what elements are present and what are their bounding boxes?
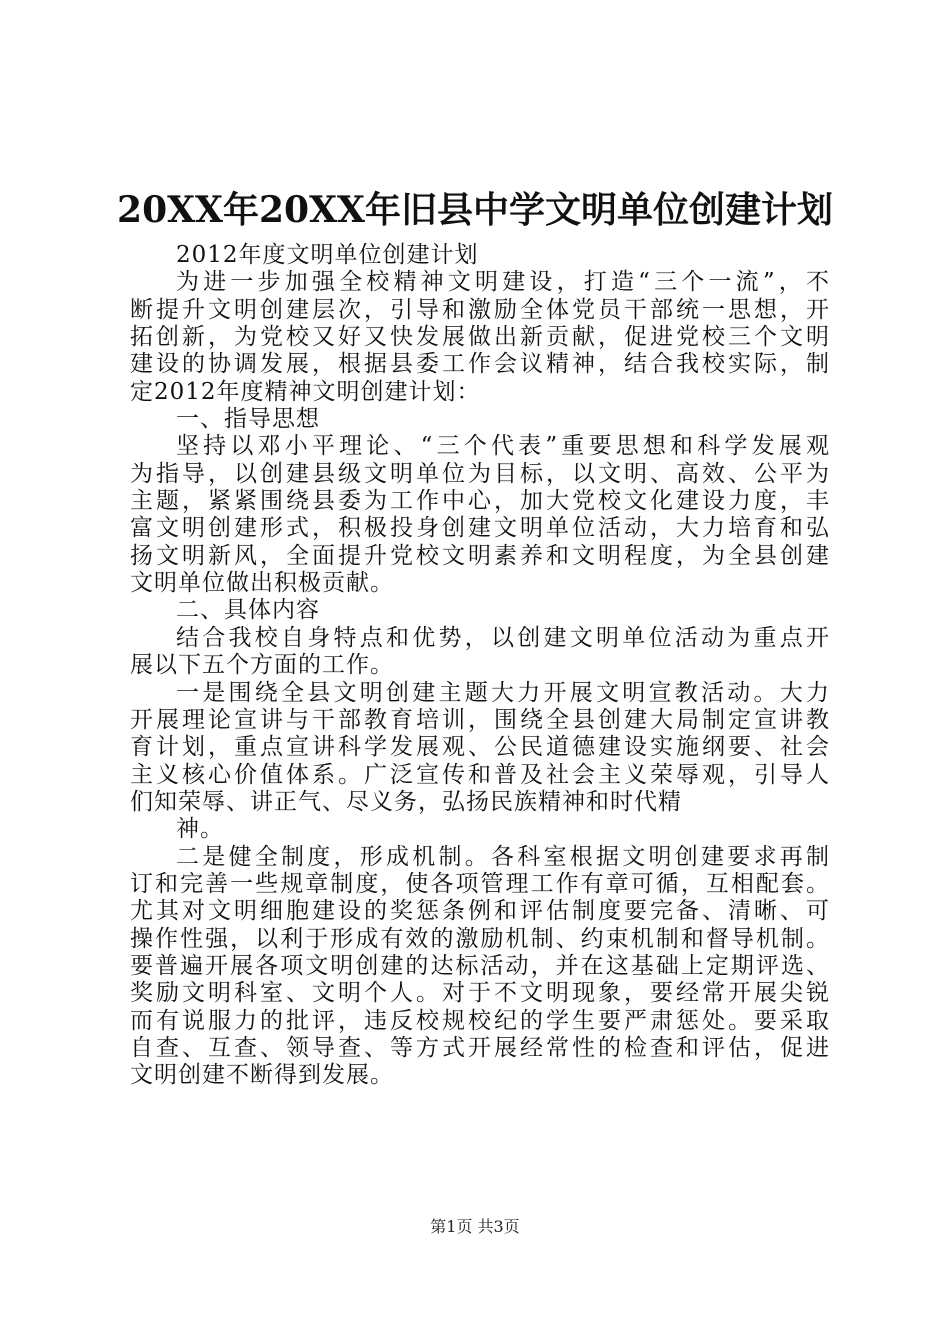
- paragraph-line: 尤其对文明细胞建设的奖惩条例和评估制度要完备、清晰、可: [130, 898, 830, 925]
- paragraph-line: 们知荣辱、讲正气、尽义务，弘扬民族精神和时代精: [130, 788, 682, 815]
- paragraph-line: 文明单位做出积极贡献。: [130, 570, 394, 597]
- paragraph-line: 神。: [176, 816, 224, 843]
- paragraph-line: 为进一步加强全校精神文明建设，打造“三个一流”，不: [176, 269, 830, 296]
- paragraph-line: 奖励文明科室、文明个人。对于不文明现象，要经常开展尖锐: [130, 980, 830, 1007]
- section-heading: 二、具体内容: [176, 597, 320, 624]
- paragraph-line: 主义核心价值体系。广泛宣传和普及社会主义荣辱观，引导人: [130, 761, 830, 788]
- paragraph-line: 而有说服力的批评，违反校规校纪的学生要严肃惩处。要采取: [130, 1007, 830, 1034]
- paragraph-line: 开展理论宣讲与干部教育培训，围绕全县创建大局制定宣讲教: [130, 706, 830, 733]
- paragraph-line: 拓创新，为党校又好又快发展做出新贡献，促进党校三个文明: [130, 324, 830, 351]
- paragraph-line: 定2012年度精神文明创建计划：: [130, 378, 481, 405]
- page-footer: 第1页 共3页: [430, 1217, 520, 1236]
- paragraph-line: 一是围绕全县文明创建主题大力开展文明宣教活动。大力: [176, 679, 830, 706]
- paragraph-line: 操作性强，以利于形成有效的激励机制、约束机制和督导机制。: [130, 925, 830, 952]
- section-heading: 一、指导思想: [176, 406, 320, 433]
- paragraph-line: 育计划，重点宣讲科学发展观、公民道德建设实施纲要、社会: [130, 734, 830, 761]
- paragraph-line: 为指导，以创建县级文明单位为目标，以文明、高效、公平为: [130, 460, 830, 487]
- document-body: [130, 242, 830, 1090]
- document-title: 20XX年20XX年旧县中学文明单位创建计划: [117, 189, 833, 231]
- paragraph-line: 要普遍开展各项文明创建的达标活动，并在这基础上定期评选、: [130, 952, 830, 979]
- paragraph-line: 扬文明新风，全面提升党校文明素养和文明程度，为全县创建: [130, 542, 830, 569]
- paragraph-line: 展以下五个方面的工作。: [130, 652, 394, 679]
- paragraph-line: 自查、互查、领导查、等方式开展经常性的检查和评估，促进: [130, 1034, 830, 1061]
- subtitle-line: 2012年度文明单位创建计划: [176, 242, 479, 268]
- paragraph-line: 结合我校自身特点和优势，以创建文明单位活动为重点开: [176, 624, 830, 651]
- paragraph-line: 主题，紧紧围绕县委为工作中心，加大党校文化建设力度，丰: [130, 488, 830, 515]
- paragraph-line: 订和完善一些规章制度，使各项管理工作有章可循，互相配套。: [130, 870, 830, 897]
- paragraph-line: 坚持以邓小平理论、“三个代表”重要思想和科学发展观: [176, 433, 830, 460]
- paragraph-line: 富文明创建形式，积极投身创建文明单位活动，大力培育和弘: [130, 515, 830, 542]
- paragraph-line: 断提升文明创建层次，引导和激励全体党员干部统一思想，开: [130, 296, 830, 323]
- paragraph-line: 文明创建不断得到发展。: [130, 1062, 394, 1089]
- paragraph-line: 二是健全制度，形成机制。各科室根据文明创建要求再制: [176, 843, 830, 870]
- paragraph-line: 建设的协调发展，根据县委工作会议精神，结合我校实际，制: [130, 351, 830, 378]
